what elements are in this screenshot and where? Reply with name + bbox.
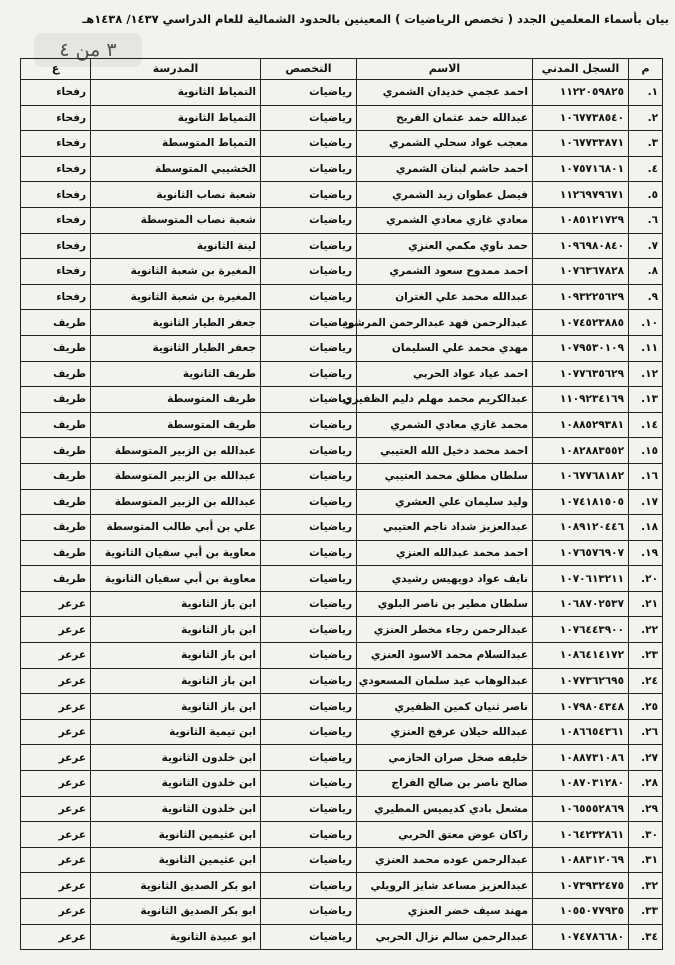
city-cell: عرعر [21,873,91,899]
row-number: ٨. [629,259,663,285]
row-number: ٢٢. [629,617,663,643]
specialization-cell: رياضيات [261,156,357,182]
specialization-cell: رياضيات [261,924,357,950]
row-number: ٢١. [629,591,663,617]
table-row [21,310,663,336]
table-row [21,438,663,464]
row-number: ١١. [629,335,663,361]
teacher-name-cell: عبدالعزيز شداد ناجم العتيبي [357,515,533,541]
specialization-cell: رياضيات [261,719,357,745]
table-row [21,131,663,157]
teacher-name-cell: احمد حاشم لبنان الشمري [357,156,533,182]
civil-registry-cell: ١٠٦٧٧٣٨٥٤٠ [533,105,629,131]
school-cell: ابو بكر الصديق الثانوية [91,873,261,899]
teacher-name-cell: صالح ناصر بن صالح الفراج [357,771,533,797]
column-header-specialization: التخصص [261,59,357,80]
row-number: ٣٤. [629,924,663,950]
school-cell: ابن باز الثانوية [91,591,261,617]
civil-registry-cell: ١٠٩٦٩٨٠٨٤٠ [533,233,629,259]
teacher-name-cell: عبدالرحمن رجاء مخطر العنزي [357,617,533,643]
teacher-name-cell: نايف عواد دويهيس رشيدي [357,566,533,592]
school-cell: التمياط الثانوية [91,80,261,106]
city-cell: عرعر [21,796,91,822]
teacher-name-cell: معادي غازي معادي الشمري [357,207,533,233]
specialization-cell: رياضيات [261,233,357,259]
civil-registry-cell: ١٠٧٦٥٧٦٩٠٧ [533,540,629,566]
specialization-cell: رياضيات [261,566,357,592]
school-cell: ابن باز الثانوية [91,617,261,643]
row-number: ١٠. [629,310,663,336]
city-cell: عرعر [21,899,91,925]
teacher-name-cell: مشعل بادي كديميس المطيري [357,796,533,822]
table-row [21,259,663,285]
specialization-cell: رياضيات [261,540,357,566]
city-cell: عرعر [21,924,91,950]
school-cell: المغيرة بن شعبة الثانوية [91,284,261,310]
table-row [21,719,663,745]
school-cell: التمياط الثانوية [91,105,261,131]
teacher-name-cell: عبدالرحمن فهد عبدالرحمن المرشود [357,310,533,336]
city-cell: طريف [21,310,91,336]
city-cell: عرعر [21,617,91,643]
city-cell: عرعر [21,822,91,848]
row-number: ١٥. [629,438,663,464]
specialization-cell: رياضيات [261,259,357,285]
school-cell: ابن خلدون الثانوية [91,796,261,822]
city-cell: طريف [21,335,91,361]
school-cell: عبدالله بن الزبير المتوسطة [91,463,261,489]
school-cell: ابو عبيدة الثانوية [91,924,261,950]
school-cell: طريف المتوسطة [91,387,261,413]
city-cell: رفحاء [21,131,91,157]
specialization-cell: رياضيات [261,412,357,438]
school-cell: المغيرة بن شعبة الثانوية [91,259,261,285]
row-number: ٢٨. [629,771,663,797]
row-number: ٩. [629,284,663,310]
table-row [21,387,663,413]
school-cell: ابن تيمية الثانوية [91,719,261,745]
table-row [21,899,663,925]
table-body [21,80,663,950]
school-cell: شعبة نصاب الثانوية [91,182,261,208]
teacher-name-cell: مهند سيف خضر العنزي [357,899,533,925]
table-row [21,412,663,438]
civil-registry-cell: ١٠٨٨٣١٢٠٦٩ [533,847,629,873]
table-row [21,771,663,797]
table-row [21,694,663,720]
row-number: ٣٣. [629,899,663,925]
school-cell: التمياط المتوسطة [91,131,261,157]
teacher-name-cell: عبدالله محمد علي الغتران [357,284,533,310]
table-header-row [21,59,663,80]
city-cell: عرعر [21,847,91,873]
civil-registry-cell: ١٠٧٧٣٦٢٦٩٥ [533,668,629,694]
city-cell: طريف [21,489,91,515]
table-row [21,156,663,182]
row-number: ٤. [629,156,663,182]
civil-registry-cell: ١٠٨٨٥٢٩٣٨١ [533,412,629,438]
school-cell: جعفر الطيار الثانوية [91,335,261,361]
city-cell: رفحاء [21,80,91,106]
table-row [21,284,663,310]
city-cell: عرعر [21,668,91,694]
school-cell: الخشيبي المتوسطة [91,156,261,182]
specialization-cell: رياضيات [261,387,357,413]
teacher-name-cell: عبدالرحمن عوده محمد العنزي [357,847,533,873]
teacher-name-cell: عبدالسلام محمد الاسود العنزي [357,643,533,669]
column-header-city: ع [21,59,91,80]
table-row [21,489,663,515]
row-number: ١٧. [629,489,663,515]
civil-registry-cell: ١٠٨٨٧٣١٠٨٦ [533,745,629,771]
row-number: ٣. [629,131,663,157]
table-row [21,873,663,899]
teacher-name-cell: احمد ممدوح سعود الشمري [357,259,533,285]
row-number: ١٦. [629,463,663,489]
page-number-badge: ٣ من ٤ [34,33,142,67]
row-number: ١٤. [629,412,663,438]
teacher-name-cell: مهدي محمد علي السليمان [357,335,533,361]
civil-registry-cell: ١٠٩٣٢٢٥٦٢٩ [533,284,629,310]
row-number: ٢٧. [629,745,663,771]
city-cell: عرعر [21,591,91,617]
specialization-cell: رياضيات [261,463,357,489]
column-header-school: المدرسة [91,59,261,80]
table-row [21,566,663,592]
civil-registry-cell: ١٠٨٩١٢٠٤٤٦ [533,515,629,541]
teacher-name-cell: احمد محمد دخيل الله العتيبي [357,438,533,464]
civil-registry-cell: ١٠٧٤٧٨٦٦٨٠ [533,924,629,950]
school-cell: ابن باز الثانوية [91,694,261,720]
civil-registry-cell: ١٠٦٧٧٦٨١٨٢ [533,463,629,489]
row-number: ٦. [629,207,663,233]
row-number: ١٨. [629,515,663,541]
specialization-cell: رياضيات [261,694,357,720]
civil-registry-cell: ١١٢٦٩٧٩٦٧١ [533,182,629,208]
specialization-cell: رياضيات [261,617,357,643]
specialization-cell: رياضيات [261,182,357,208]
city-cell: عرعر [21,745,91,771]
document-title: بيان بأسماء المعلمين الجدد ( تخصص الرياضيات ) المعينين بالحدود الشمالية للعام الدراسي ١٤٣٧/ ١٤٣٨هـ [82,12,669,26]
teacher-name-cell: احمد عياد عواد الحربي [357,361,533,387]
row-number: ٢٥. [629,694,663,720]
table-row [21,591,663,617]
civil-registry-cell: ١٠٦٨٧٠٢٥٣٧ [533,591,629,617]
column-header-number: م [629,59,663,80]
teacher-name-cell: احمد عجمي خديدان الشمري [357,80,533,106]
specialization-cell: رياضيات [261,796,357,822]
specialization-cell: رياضيات [261,105,357,131]
table-row [21,847,663,873]
civil-registry-cell: ١٠٨٧٠٣١٢٨٠ [533,771,629,797]
row-number: ٣٠. [629,822,663,848]
row-number: ٢٦. [629,719,663,745]
city-cell: رفحاء [21,156,91,182]
city-cell: عرعر [21,719,91,745]
specialization-cell: رياضيات [261,847,357,873]
civil-registry-cell: ١٠٨٦٤١٤١٧٢ [533,643,629,669]
table-row [21,361,663,387]
table-row [21,105,663,131]
civil-registry-cell: ١٠٨٥١٢١٧٢٩ [533,207,629,233]
specialization-cell: رياضيات [261,310,357,336]
city-cell: عرعر [21,694,91,720]
specialization-cell: رياضيات [261,131,357,157]
specialization-cell: رياضيات [261,515,357,541]
table-row [21,796,663,822]
specialization-cell: رياضيات [261,745,357,771]
city-cell: طريف [21,412,91,438]
table-row [21,335,663,361]
civil-registry-cell: ١٠٧٤٥٢٣٨٨٥ [533,310,629,336]
school-cell: ابن خلدون الثانوية [91,771,261,797]
table-row [21,643,663,669]
city-cell: رفحاء [21,207,91,233]
civil-registry-cell: ١٠٦٤٢٣٢٨٦١ [533,822,629,848]
school-cell: ابو بكر الصديق الثانوية [91,899,261,925]
school-cell: جعفر الطيار الثانوية [91,310,261,336]
teacher-name-cell: عبدالله حيلان عرفج العنزي [357,719,533,745]
school-cell: ابن باز الثانوية [91,643,261,669]
civil-registry-cell: ١٠٧٩٨٠٤٣٤٨ [533,694,629,720]
table-row [21,924,663,950]
city-cell: عرعر [21,643,91,669]
civil-registry-cell: ١٠٦٥٥٥٢٨٦٩ [533,796,629,822]
specialization-cell: رياضيات [261,284,357,310]
city-cell: طريف [21,463,91,489]
specialization-cell: رياضيات [261,361,357,387]
table-row [21,233,663,259]
school-cell: معاوية بن أبي سفيان الثانوية [91,566,261,592]
teacher-name-cell: ناصر ثنيان كمين الظفيري [357,694,533,720]
row-number: ١. [629,80,663,106]
specialization-cell: رياضيات [261,207,357,233]
row-number: ٢٣. [629,643,663,669]
teacher-name-cell: فيصل عطوان زيد الشمري [357,182,533,208]
city-cell: طريف [21,361,91,387]
row-number: ٧. [629,233,663,259]
row-number: ٢. [629,105,663,131]
specialization-cell: رياضيات [261,335,357,361]
teachers-table [20,58,663,950]
table-row [21,463,663,489]
specialization-cell: رياضيات [261,899,357,925]
teacher-name-cell: عبدالكريم محمد مهلم دليم الظفيري [357,387,533,413]
table-row [21,745,663,771]
teacher-name-cell: عبدالرحمن سالم نزال الحربي [357,924,533,950]
table-row [21,668,663,694]
row-number: ٢٠. [629,566,663,592]
school-cell: طريف الثانوية [91,361,261,387]
school-cell: شعبة نصاب المتوسطة [91,207,261,233]
city-cell: رفحاء [21,284,91,310]
table-row [21,515,663,541]
school-cell: معاوية بن أبي سفيان الثانوية [91,540,261,566]
teacher-name-cell: معجب عواد سحلي الشمري [357,131,533,157]
city-cell: طريف [21,438,91,464]
civil-registry-cell: ١٠٧٤١٨١٥٠٥ [533,489,629,515]
civil-registry-cell: ١٠٧٥٧١٦٨٠١ [533,156,629,182]
teacher-name-cell: عبدالعزيز مساعد شايز الرويلي [357,873,533,899]
teacher-name-cell: حمد ناوي مكمي العنزي [357,233,533,259]
table-row [21,80,663,106]
teacher-name-cell: وليد سليمان علي العشري [357,489,533,515]
civil-registry-cell: ١٠٧٦٣٦٧٨٢٨ [533,259,629,285]
city-cell: رفحاء [21,182,91,208]
specialization-cell: رياضيات [261,643,357,669]
teacher-name-cell: عبدالوهاب عيد سلمان المسعودي [357,668,533,694]
teacher-name-cell: سلطان مطير بن ناصر البلوي [357,591,533,617]
specialization-cell: رياضيات [261,438,357,464]
teacher-name-cell: خليفه صخل صران الحازمي [357,745,533,771]
civil-registry-cell: ١٠٥٥٠٧٧٩٣٥ [533,899,629,925]
school-cell: علي بن أبي طالب المتوسطة [91,515,261,541]
specialization-cell: رياضيات [261,873,357,899]
row-number: ٣٢. [629,873,663,899]
city-cell: طريف [21,387,91,413]
specialization-cell: رياضيات [261,80,357,106]
specialization-cell: رياضيات [261,489,357,515]
school-cell: ابن خلدون الثانوية [91,745,261,771]
specialization-cell: رياضيات [261,591,357,617]
table-row [21,822,663,848]
row-number: ١٩. [629,540,663,566]
row-number: ١٣. [629,387,663,413]
specialization-cell: رياضيات [261,668,357,694]
city-cell: طريف [21,540,91,566]
civil-registry-cell: ١٠٧٠٦١٣٢١١ [533,566,629,592]
teacher-name-cell: محمد غازي معادي الشمري [357,412,533,438]
row-number: ٣١. [629,847,663,873]
school-cell: عبدالله بن الزبير المتوسطة [91,489,261,515]
teacher-name-cell: عبدالله حمد عثمان الفريح [357,105,533,131]
table-row [21,617,663,643]
city-cell: رفحاء [21,259,91,285]
table-row [21,182,663,208]
city-cell: رفحاء [21,233,91,259]
civil-registry-cell: ١١٠٩٢٣٤١٦٩ [533,387,629,413]
school-cell: ابن باز الثانوية [91,668,261,694]
teacher-name-cell: احمد محمد عبدالله العنزي [357,540,533,566]
school-cell: طريف المتوسطة [91,412,261,438]
school-cell: ابن عثيمين الثانوية [91,847,261,873]
row-number: ٢٩. [629,796,663,822]
civil-registry-cell: ١٠٦٧٧٣٣٨٧١ [533,131,629,157]
teacher-name-cell: راكان عوض معتق الحربي [357,822,533,848]
school-cell: ابن عثيمين الثانوية [91,822,261,848]
civil-registry-cell: ١٠٧٦٤٤٣٩٠٠ [533,617,629,643]
city-cell: عرعر [21,771,91,797]
city-cell: رفحاء [21,105,91,131]
school-cell: لينة الثانوية [91,233,261,259]
table-row [21,207,663,233]
civil-registry-cell: ١٠٨٦٦٥٤٣٦١ [533,719,629,745]
school-cell: عبدالله بن الزبير المتوسطة [91,438,261,464]
civil-registry-cell: ١٠٧٩٥٣٠١٠٩ [533,335,629,361]
column-header-name: الاسم [357,59,533,80]
civil-registry-cell: ١٠٧٧٦٣٥٦٢٩ [533,361,629,387]
row-number: ٢٤. [629,668,663,694]
teacher-name-cell: سلطان مطلق محمد العتيبي [357,463,533,489]
civil-registry-cell: ١٠٧٣٩٣٢٤٧٥ [533,873,629,899]
specialization-cell: رياضيات [261,822,357,848]
civil-registry-cell: ١١٢٢٠٥٩٨٢٥ [533,80,629,106]
row-number: ٥. [629,182,663,208]
civil-registry-cell: ١٠٨٢٨٨٣٥٥٢ [533,438,629,464]
column-header-civil-registry: السجل المدني [533,59,629,80]
city-cell: طريف [21,566,91,592]
specialization-cell: رياضيات [261,771,357,797]
table-row [21,540,663,566]
city-cell: طريف [21,515,91,541]
row-number: ١٢. [629,361,663,387]
